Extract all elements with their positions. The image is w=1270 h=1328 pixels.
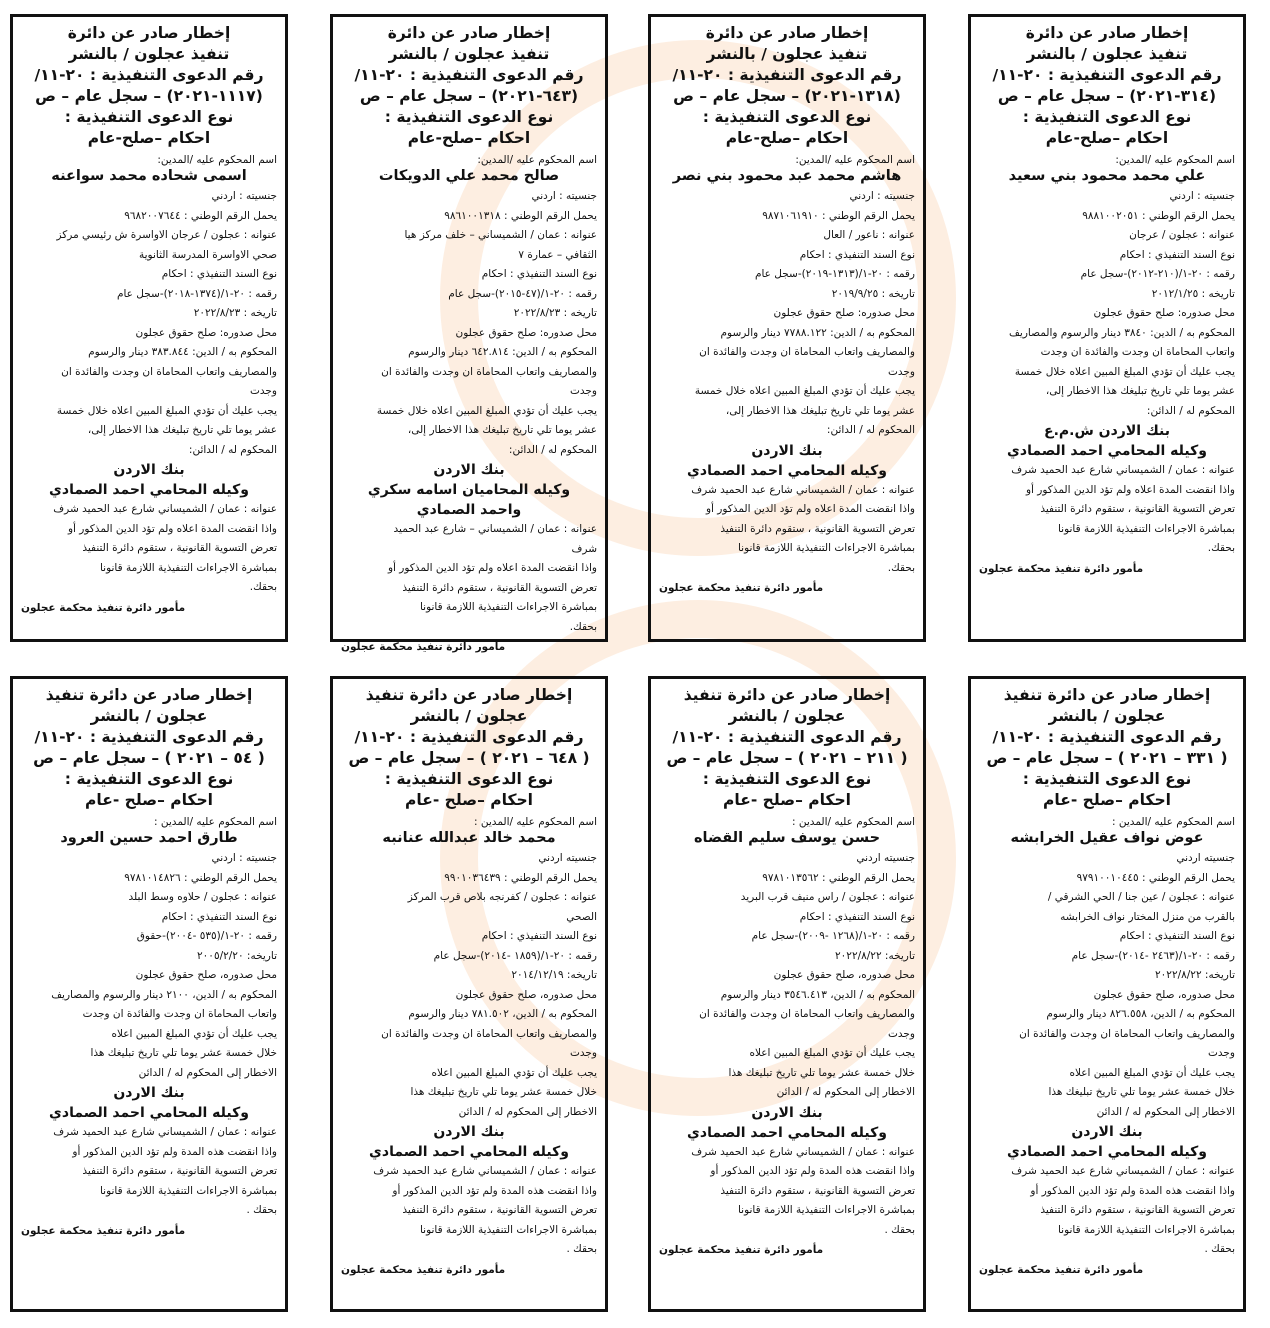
detail-line: خلال خمسة عشر يوما تلي تاريخ تبليغك هذا xyxy=(1048,1086,1235,1098)
header-line: عجلون / بالنشر xyxy=(90,707,208,725)
debtor-name: حسن يوسف سليم القضاه xyxy=(693,830,881,846)
detail-line: جنسيته اردني xyxy=(1176,852,1235,864)
detail-line: جنسيته : اردني xyxy=(211,852,277,864)
detail-line: وجدت xyxy=(888,365,915,378)
detail-line: نوع السند التنفيذي : احكام xyxy=(1119,930,1235,942)
creditor-line: وكيله المحامي احمد الصمادي xyxy=(49,1105,249,1121)
header-line: نوع الدعوى التنفيذية : xyxy=(702,108,872,126)
detail-line: المحكوم به / الدين: ٣٨٤٠ دينار والرسوم والمصاريف xyxy=(1009,326,1235,339)
creditor-line: وكيله المحامي احمد الصمادي xyxy=(49,482,249,498)
header-line: رقم الدعوى التنفيذية : ٢٠-١١/ xyxy=(672,66,902,84)
notice-box xyxy=(10,676,288,1312)
detail-line: عنوانه : عمان / الشميساني – خلف مركز هيا xyxy=(404,229,597,241)
header-line: إخطار صادر عن دائرة تنفيذ xyxy=(365,686,573,704)
detail-line: الاخطار إلى المحكوم له / الدائن xyxy=(776,1086,915,1098)
closing-line: بمباشرة الاجراءات التنفيذية اللازمة قانونا xyxy=(419,1223,597,1236)
closing-line: بمباشرة الاجراءات التنفيذية اللازمة قانونا xyxy=(419,601,597,613)
header-line: (١١١٧-٢٠٢١) – سجل عام – ص xyxy=(35,87,263,105)
header-line: تنفيذ عجلون / بالنشر xyxy=(388,45,550,63)
header-line: تنفيذ عجلون / بالنشر xyxy=(706,45,868,63)
detail-line: تاريخه: ٢٠١٤/١٢/١٩ xyxy=(511,969,597,981)
closing-line: واذا انقضت المدة اعلاه ولم تؤد الدين المذكور أو xyxy=(387,562,597,574)
detail-line: والمصاريف واتعاب المحاماة ان وجدت والفائدة ان xyxy=(699,346,915,358)
creditor-line: وكيله المحامي احمد الصمادي xyxy=(1007,443,1207,459)
detail-line: يحمل الرقم الوطني : ٩٨٦١٠٠١٣١٨ xyxy=(444,209,597,222)
notice-box xyxy=(968,676,1246,1312)
debtor-name: عوض نواف عقيل الخرابشه xyxy=(1010,830,1204,846)
detail-line: المحكوم به / الدين، ٧٨١.٥٠٢ دينار والرسوم xyxy=(408,1008,597,1020)
detail-line: محل صدوره، صلح حقوق عجلون xyxy=(773,969,915,981)
creditor-line: بنك الاردن xyxy=(1071,1124,1143,1140)
header-line: (٦٤٣-٢٠٢١) – سجل عام – ص xyxy=(359,87,579,105)
detail-line: يحمل الرقم الوطني : ٩٩٠١٠٣٦٤٣٩ xyxy=(444,871,597,884)
creditor-line: وكيله المحامي احمد الصمادي xyxy=(687,462,887,479)
header-line: تنفيذ عجلون / بالنشر xyxy=(68,45,230,63)
detail-line: خلال خمسة عشر يوما تلي تاريخ تبليغك هذا xyxy=(410,1086,597,1098)
detail-line: محل صدوره: صلح حقوق عجلون xyxy=(455,326,597,339)
header-line: إخطار صادر عن دائرة xyxy=(67,24,231,42)
detail-line: المحكوم له / الدائن: xyxy=(508,443,597,456)
closing-line: شرف xyxy=(571,542,597,555)
detail-line: يحمل الرقم الوطني : ٩٧٨١٠١٤٨٢٦ xyxy=(124,871,277,884)
detail-line: نوع السند التنفيذي : احكام xyxy=(161,268,277,280)
detail-line: رقمه : ٢٠-١/(٢٤٦٣ -٢٠١٤)-سجل عام xyxy=(1071,949,1235,962)
detail-line: يجب عليك أن تؤدي المبلغ المبين اعلاه xyxy=(431,1066,597,1079)
detail-line: محل صدوره، صلح حقوق عجلون xyxy=(1093,988,1235,1001)
notice-header xyxy=(659,685,915,811)
detail-line: جنسيته : اردني xyxy=(531,190,597,202)
header-line: احكام –صلح-عام xyxy=(1045,129,1169,147)
detail-line: محل صدوره، صلح حقوق عجلون xyxy=(455,988,597,1001)
creditor-line: بنك الاردن ش.م.ع xyxy=(1044,423,1170,439)
detail-line: المحكوم به / الدين، ٣٥٤٦.٤١٣ دينار والرسوم xyxy=(720,988,915,1001)
detail-line: المحكوم له / الدائن: xyxy=(188,443,277,456)
notice-footer: مأمور دائرة تنفيذ محكمة عجلون xyxy=(979,1263,1144,1276)
detail-line: يجب عليك أن تؤدي المبلغ المبين اعلاه خلال خمسة xyxy=(376,404,597,417)
detail-line: تاريخه: ٢٠٢٢/٨/٢٢ xyxy=(835,949,915,962)
detail-line: والمصاريف واتعاب المحاماة ان وجدت والفائدة ان xyxy=(699,1008,915,1020)
detail-line: يجب عليك أن تؤدي المبلغ المبين اعلاه xyxy=(749,1047,915,1059)
notice-box xyxy=(330,676,608,1312)
detail-line: المحكوم به / الدين: ٧٧٨٨.١٢٢ دينار والرسوم xyxy=(720,326,915,339)
detail-line: يجب عليك أن تؤدي المبلغ المبين اعلاه خلال خمسة xyxy=(1014,365,1235,378)
closing-line: بمباشرة الاجراءات التنفيذية اللازمة قانونا xyxy=(1057,522,1235,535)
header-line: رقم الدعوى التنفيذية : ٢٠-١١/ xyxy=(34,66,264,84)
detail-line: نوع السند التنفيذي : احكام xyxy=(799,248,915,261)
closing-line: تعرض التسوية القانونية ، ستقوم دائرة التنفيذ xyxy=(402,581,597,594)
debtor-name: محمد خالد عبدالله عنانبه xyxy=(382,830,556,846)
detail-line: رقمه : ٢٠-١/(١٣١٣-٢٠١٩)-سجل عام xyxy=(754,268,915,280)
detail-line: الاخطار إلى المحكوم له / الدائن xyxy=(138,1066,277,1079)
closing-line: عنوانه : عمان / الشميساني شارع عبد الحميد شرف xyxy=(53,503,277,515)
detail-line: المحكوم به / الدين، ٢١٠٠ دينار والرسوم والمصاريف xyxy=(51,988,277,1001)
header-line: رقم الدعوى التنفيذية : ٢٠-١١/ xyxy=(992,728,1222,746)
notice-footer: مأمور دائرة تنفيذ محكمة عجلون xyxy=(341,641,506,653)
detail-line: عشر يوما تلي تاريخ تبليغك هذا الاخطار إلى، xyxy=(1045,385,1235,397)
closing-line: عنوانه : عمان / الشميساني شارع عبد الحميد شرف xyxy=(1011,1165,1235,1177)
detail-line: المحكوم له / الدائن: xyxy=(826,424,915,436)
detail-line: عنوانه : عجلون / حلاوه وسط البلد xyxy=(128,891,277,903)
closing-line: بمباشرة الاجراءات التنفيذية اللازمة قانونا xyxy=(737,542,915,554)
detail-line: تاريخه : ٢٠١٩/٩/٢٥ xyxy=(831,287,915,300)
detail-line: نوع السند التنفيذي : احكام xyxy=(161,910,277,923)
closing-line: تعرض التسوية القانونية ، ستقوم دائرة التنفيذ xyxy=(720,522,915,535)
header-line: ( ٣٣١ – ٢٠٢١ ) – سجل عام – ص xyxy=(986,749,1228,767)
closing-line: بحقك. xyxy=(249,581,277,593)
closing-line: بحقك. xyxy=(569,620,597,633)
header-line: إخطار صادر عن دائرة xyxy=(1025,24,1189,42)
closing-line: واذا انقضت هذه المدة ولم تؤد الدين المذكور أو xyxy=(710,1165,915,1177)
notice-footer: مأمور دائرة تنفيذ محكمة عجلون xyxy=(21,1224,186,1237)
detail-line: صحي الاواسرة المدرسة الثانوية xyxy=(138,248,277,261)
header-line: إخطار صادر عن دائرة تنفيذ xyxy=(1003,686,1211,704)
header-line: (١٣١٨-٢٠٢١) – سجل عام – ص xyxy=(673,87,901,105)
detail-line: المحكوم به / الدين: ٦٤٢.٨١٤ دينار والرسوم xyxy=(408,346,597,358)
notice-footer: مأمور دائرة تنفيذ محكمة عجلون xyxy=(979,562,1144,575)
closing-line: تعرض التسوية القانونية ، ستقوم دائرة التنفيذ xyxy=(1040,503,1235,515)
detail-line: رقمه : ٢٠-١/(١٣٧٤-٢٠١٨)-سجل عام xyxy=(116,287,277,300)
closing-line: بمباشرة الاجراءات التنفيذية اللازمة قانونا xyxy=(1057,1223,1235,1236)
notice-header xyxy=(21,23,277,149)
header-line: إخطار صادر عن دائرة تنفيذ xyxy=(45,686,253,704)
debtor-label: اسم المحكوم عليه /المدين: xyxy=(157,154,277,166)
closing-line: بحقك. xyxy=(1207,542,1235,554)
detail-line: جنسيته : اردني xyxy=(849,190,915,202)
detail-line: وجدت xyxy=(570,1047,597,1059)
notice-header xyxy=(659,23,915,149)
header-line: رقم الدعوى التنفيذية : ٢٠-١١/ xyxy=(672,728,902,746)
detail-line: عنوانه : ناعور / العال xyxy=(823,229,915,241)
detail-line: رقمه : ٢٠-١/(١٢٦٨ -٢٠٠٩)-سجل عام xyxy=(751,930,915,942)
detail-line: محل صدوره: صلح حقوق عجلون xyxy=(773,307,915,319)
detail-line: يحمل الرقم الوطني : ٩٨٧١٠٦١٩١٠ xyxy=(762,209,915,222)
detail-line: وجدت xyxy=(570,385,597,397)
detail-line: تاريخه: ٢٠٠٥/٢/٢٠ xyxy=(197,949,277,962)
detail-line: نوع السند التنفيذي : احكام xyxy=(481,268,597,280)
header-line: عجلون / بالنشر xyxy=(410,707,528,725)
closing-line: واذا انقضت هذه المدة ولم تؤد الدين المذكور أو xyxy=(392,1184,597,1197)
detail-line: والمصاريف واتعاب المحاماة ان وجدت والفائدة ان xyxy=(381,365,597,378)
creditor-line: بنك الاردن xyxy=(751,442,823,459)
detail-line: جنسيته : اردني xyxy=(211,190,277,202)
debtor-name: علي محمد محمود بني سعيد xyxy=(1008,168,1206,184)
header-line: نوع الدعوى التنفيذية : xyxy=(64,108,234,126)
closing-line: تعرض التسوية القانونية ، ستقوم دائرة التنفيذ xyxy=(1040,1204,1235,1216)
detail-line: واتعاب المحاماة ان وجدت والفائدة ان وجدت xyxy=(82,1008,277,1020)
debtor-name: هاشم محمد عبد محمود بني نصر xyxy=(672,168,902,184)
header-line: ( ٦٤٨ – ٢٠٢١ ) – سجل عام – ص xyxy=(348,749,590,767)
detail-line: عنوانه : عجلون / كفرنجه بلاص قرب المركز xyxy=(407,891,597,903)
header-line: تنفيذ عجلون / بالنشر xyxy=(1026,45,1188,63)
closing-line: بحقك . xyxy=(1204,1243,1235,1255)
header-line: نوع الدعوى التنفيذية : xyxy=(384,108,554,126)
detail-line: بالقرب من منزل المختار نواف الخرابشه xyxy=(1060,910,1235,923)
closing-line: واذا انقضت المدة اعلاه ولم تؤد الدين المذكور أو xyxy=(1025,483,1235,496)
detail-line: المحكوم به / الدين، ٨٢٦.٥٥٨ دينار والرسوم xyxy=(1046,1008,1235,1020)
detail-line: والمصاريف واتعاب المحاماة ان وجدت والفائدة ان xyxy=(381,1027,597,1040)
detail-line: جنسيته : اردني xyxy=(1169,190,1235,202)
detail-line: خلال خمسة عشر يوما تلي تاريخ تبليغك هذا xyxy=(90,1047,277,1059)
header-line: احكام –صلح-عام xyxy=(407,129,531,147)
debtor-label: اسم المحكوم عليه /المدين : xyxy=(474,816,597,828)
header-line: إخطار صادر عن دائرة xyxy=(387,24,551,42)
header-line: (٣١٤-٢٠٢١) – سجل عام – ص xyxy=(997,87,1217,105)
header-line: نوع الدعوى التنفيذية : xyxy=(702,770,872,788)
detail-line: يجب عليك أن تؤدي المبلغ المبين اعلاه xyxy=(1069,1066,1235,1079)
notice-header xyxy=(341,23,597,149)
header-line: احكام –صلح -عام xyxy=(85,791,213,809)
closing-line: عنوانه : عمان / الشميساني – شارع عبد الحميد xyxy=(393,523,597,535)
creditor-line: بنك الاردن xyxy=(433,462,505,478)
creditor-line: وكيله المحامي احمد الصمادي xyxy=(1007,1144,1207,1160)
detail-line: عنوانه : عجلون / عرجان xyxy=(1129,229,1235,241)
detail-line: رقمه : ٢٠-١/(٤٧-٢٠١٥)-سجل عام xyxy=(448,287,597,300)
notice-footer: مأمور دائرة تنفيذ محكمة عجلون xyxy=(341,1263,506,1276)
debtor-label: اسم المحكوم عليه /المدين: xyxy=(795,154,915,166)
detail-line: يحمل الرقم الوطني : ٩٦٨٢٠٠٧٦٤٤ xyxy=(124,209,277,222)
notice-box xyxy=(968,14,1246,642)
header-line: ( ٢١١ – ٢٠٢١ ) – سجل عام – ص xyxy=(666,749,908,767)
notice-box xyxy=(648,676,926,1312)
detail-line: المحكوم له / الدائن: xyxy=(1146,404,1235,417)
header-line: ( ٥٤ – ٢٠٢١ ) – سجل عام – ص xyxy=(33,749,265,767)
header-line: احكام –صلح-عام xyxy=(87,129,211,147)
closing-line: بحقك . xyxy=(884,1223,915,1236)
detail-line: عنوانه : عجلون / عين جنا / الحي الشرقي / xyxy=(1047,891,1235,903)
creditor-line: بنك الاردن xyxy=(113,462,185,478)
header-line: احكام –صلح-عام xyxy=(725,129,849,147)
closing-line: بحقك . xyxy=(246,1204,277,1216)
closing-line: بمباشرة الاجراءات التنفيذية اللازمة قانونا xyxy=(737,1204,915,1216)
header-line: عجلون / بالنشر xyxy=(1048,707,1166,725)
notice-footer: مأمور دائرة تنفيذ محكمة عجلون xyxy=(21,601,186,614)
creditor-line: بنك الاردن xyxy=(113,1085,185,1101)
detail-line: نوع السند التنفيذي : احكام xyxy=(481,930,597,942)
detail-line: عنوانه : عجلون / راس منيف قرب البريد xyxy=(740,891,915,903)
detail-line: جنسيته اردني xyxy=(538,852,597,864)
detail-line: يحمل الرقم الوطني : ٩٧٨١٠١٣٥٦٢ xyxy=(762,871,915,884)
closing-line: بحقك. xyxy=(887,561,915,574)
debtor-name: طارق احمد حسين العرود xyxy=(60,830,238,846)
detail-line: المحكوم به / الدين: ٣٨٣.٨٤٤ دينار والرسوم xyxy=(88,346,277,358)
closing-line: عنوانه : عمان / الشميساني شارع عبد الحميد شرف xyxy=(373,1165,597,1177)
closing-line: واذا انقضت المدة اعلاه ولم تؤد الدين المذكور أو xyxy=(705,503,915,515)
debtor-name: صالح محمد علي الدويكات xyxy=(378,168,560,184)
detail-line: رقمه : ٢٠-١/(٢١٠-٢٠١٢)-سجل عام xyxy=(1080,268,1235,280)
detail-line: خلال خمسة عشر يوما تلي تاريخ تبليغك هذا xyxy=(728,1066,915,1079)
detail-line: يحمل الرقم الوطني : ٩٧٩١٠٠١٠٤٤٥ xyxy=(1076,871,1235,884)
closing-line: تعرض التسوية القانونية ، ستقوم دائرة التنفيذ xyxy=(720,1184,915,1197)
notice-footer: مأمور دائرة تنفيذ محكمة عجلون xyxy=(659,582,824,594)
closing-line: بمباشرة الاجراءات التنفيذية اللازمة قانونا xyxy=(99,561,277,574)
header-line: رقم الدعوى التنفيذية : ٢٠-١١/ xyxy=(992,66,1222,84)
closing-line: تعرض التسوية القانونية ، ستقوم دائرة التنفيذ xyxy=(82,1165,277,1177)
closing-line: عنوانه : عمان / الشميساني شارع عبد الحميد شرف xyxy=(691,1145,915,1158)
detail-line: رقمه : ٢٠-١/(٥٣٥ -٢٠٠٤)-حقوق xyxy=(136,930,277,942)
notice-header xyxy=(21,685,277,811)
detail-line: تاريخه : ٢٠٢٢/٨/٢٣ xyxy=(193,307,277,319)
closing-line: بحقك . xyxy=(566,1243,597,1255)
detail-line: محل صدوره: صلح حقوق عجلون xyxy=(1093,307,1235,319)
detail-line: وجدت xyxy=(888,1027,915,1040)
closing-line: تعرض التسوية القانونية ، ستقوم دائرة التنفيذ xyxy=(402,1204,597,1216)
debtor-name: اسمى شحاده محمد سواعنه xyxy=(51,168,247,184)
header-line: نوع الدعوى التنفيذية : xyxy=(64,770,234,788)
creditor-line: وكيله المحامي احمد الصمادي xyxy=(687,1124,887,1141)
notice-footer: مأمور دائرة تنفيذ محكمة عجلون xyxy=(659,1244,824,1256)
detail-line: يحمل الرقم الوطني : ٩٨٨١٠٠٢٠٥١ xyxy=(1082,209,1235,222)
detail-line: الصحي xyxy=(566,910,597,923)
header-line: رقم الدعوى التنفيذية : ٢٠-١١/ xyxy=(354,66,584,84)
creditor-line: وكيله المحامي احمد الصمادي xyxy=(369,1144,569,1160)
detail-line: وجدت xyxy=(1208,1047,1235,1059)
header-line: نوع الدعوى التنفيذية : xyxy=(384,770,554,788)
detail-line: عنوانه : عجلون / عرجان الاواسرة ش رئيسي مركز xyxy=(56,229,277,241)
detail-line: جنسيته اردني xyxy=(856,852,915,864)
closing-line: واذا انقضت هذه المدة ولم تؤد الدين المذكور أو xyxy=(72,1145,277,1158)
notice-header xyxy=(979,685,1235,811)
closing-line: عنوانه : عمان / الشميساني شارع عبد الحميد شرف xyxy=(691,483,915,496)
detail-line: محل صدوره، صلح حقوق عجلون xyxy=(135,969,277,981)
detail-line: الثقافي – عمارة ٧ xyxy=(518,248,597,261)
header-line: رقم الدعوى التنفيذية : ٢٠-١١/ xyxy=(34,728,264,746)
detail-line: نوع السند التنفيذي : احكام xyxy=(799,910,915,923)
detail-line: تاريخه : ٢٠٢٢/٨/٢٣ xyxy=(513,307,597,319)
detail-line: والمصاريف واتعاب المحاماة ان وجدت والفائدة ان xyxy=(61,365,277,378)
detail-line: محل صدوره: صلح حقوق عجلون xyxy=(135,326,277,339)
detail-line: عشر يوما تلي تاريخ تبليغك هذا الاخطار إلى، xyxy=(407,424,597,436)
header-line: عجلون / بالنشر xyxy=(728,707,846,725)
notice-header xyxy=(979,23,1235,149)
creditor-line: بنك الاردن xyxy=(751,1104,823,1121)
notice-box xyxy=(10,14,288,642)
detail-line: تاريخه : ٢٠١٢/١/٢٥ xyxy=(1151,287,1235,300)
closing-line: تعرض التسوية القانونية ، ستقوم دائرة التنفيذ xyxy=(82,542,277,554)
detail-line: الاخطار إلى المحكوم له / الدائن xyxy=(458,1105,597,1118)
closing-line: عنوانه : عمان / الشميساني شارع عبد الحميد شرف xyxy=(53,1126,277,1138)
detail-line: يجب عليك أن تؤدي المبلغ المبين اعلاه خلال خمسة xyxy=(56,404,277,417)
header-line: إخطار صادر عن دائرة xyxy=(705,24,869,42)
header-line: احكام –صلح -عام xyxy=(723,791,851,809)
header-line: احكام –صلح -عام xyxy=(1043,791,1171,809)
detail-line: رقمه : ٢٠-١/(١٨٥٩ -٢٠١٤)-سجل عام xyxy=(433,949,597,962)
detail-line: والمصاريف واتعاب المحاماة ان وجدت والفائدة ان xyxy=(1019,1027,1235,1040)
notice-box xyxy=(648,14,926,642)
creditor-line: وكيله المحاميان اسامه سكري xyxy=(367,482,571,498)
header-line: نوع الدعوى التنفيذية : xyxy=(1022,108,1192,126)
header-line: رقم الدعوى التنفيذية : ٢٠-١١/ xyxy=(354,728,584,746)
debtor-label: اسم المحكوم عليه /المدين : xyxy=(1112,816,1235,828)
notice-header xyxy=(341,685,597,811)
header-line: نوع الدعوى التنفيذية : xyxy=(1022,770,1192,788)
detail-line: نوع السند التنفيذي : احكام xyxy=(1119,248,1235,261)
debtor-label: اسم المحكوم عليه /المدين : xyxy=(792,816,915,828)
detail-line: عشر يوما تلي تاريخ تبليغك هذا الاخطار إلى، xyxy=(725,404,915,417)
detail-line: واتعاب المحاماة ان وجدت والفائدة ان وجدت xyxy=(1040,346,1235,358)
notice-box xyxy=(330,14,608,653)
closing-line: واذا انقضت هذه المدة ولم تؤد الدين المذكور أو xyxy=(1030,1184,1235,1197)
creditor-line: بنك الاردن xyxy=(433,1124,505,1140)
debtor-label: اسم المحكوم عليه /المدين: xyxy=(1115,154,1235,166)
detail-line: وجدت xyxy=(250,385,277,397)
detail-line: عشر يوما تلي تاريخ تبليغك هذا الاخطار إلى، xyxy=(87,424,277,436)
detail-line: يجب عليك أن تؤدي المبلغ المبين اعلاه خلال خمسة xyxy=(694,385,915,397)
detail-line: يجب عليك أن تؤدي المبلغ المبين اعلاه xyxy=(111,1027,277,1040)
detail-line: تاريخه: ٢٠٢٢/٨/٢٢ xyxy=(1155,969,1235,981)
closing-line: بمباشرة الاجراءات التنفيذية اللازمة قانونا xyxy=(99,1184,277,1197)
closing-line: عنوانه : عمان / الشميساني شارع عبد الحميد شرف xyxy=(1011,464,1235,476)
debtor-label: اسم المحكوم عليه /المدين: xyxy=(477,154,597,166)
debtor-label: اسم المحكوم عليه /المدين : xyxy=(154,816,277,828)
detail-line: الاخطار إلى المحكوم له / الدائن xyxy=(1096,1105,1235,1118)
header-line: إخطار صادر عن دائرة تنفيذ xyxy=(683,686,891,704)
creditor-line: واحمد الصمادي xyxy=(416,502,522,518)
closing-line: واذا انقضت المدة اعلاه ولم تؤد الدين المذكور أو xyxy=(67,522,277,535)
header-line: احكام –صلح -عام xyxy=(405,791,533,809)
